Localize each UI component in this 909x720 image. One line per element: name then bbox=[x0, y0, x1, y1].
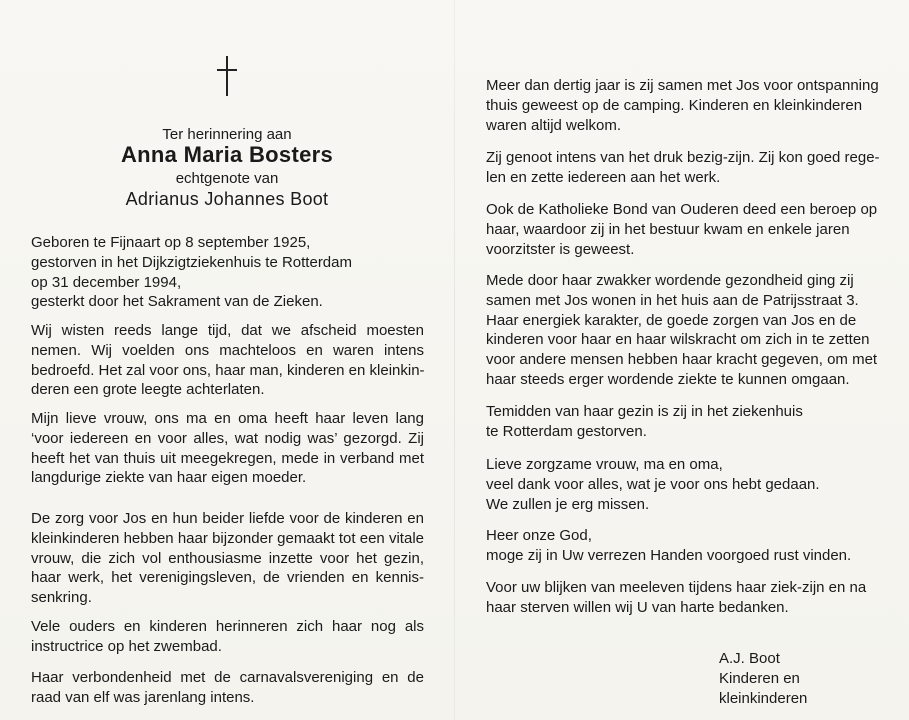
paragraph bbox=[486, 526, 852, 566]
deceased-name: Anna Maria Bosters bbox=[120, 142, 333, 167]
text-line: waren altijd welkom. bbox=[486, 116, 622, 134]
signature-block bbox=[719, 649, 807, 709]
text-line: bedroefd. Het zal voor ons, haar man, kinderen en kleinkin- bbox=[31, 361, 425, 379]
birth-death-paragraph bbox=[31, 233, 424, 312]
text-line: haar, waardoor zij in het bestuur kwam en enkele jaren bbox=[486, 220, 850, 238]
text-line: Wij wisten reeds lange tijd, dat we afscheid moesten bbox=[31, 322, 424, 339]
paragraph bbox=[486, 402, 847, 442]
intro-text: Ter herinnering aan bbox=[162, 126, 292, 143]
text-line: deren een grote leegte achterlaten. bbox=[31, 381, 265, 399]
text-line: De zorg voor Jos en hun beider liefde voor de kinderen en bbox=[31, 510, 424, 527]
paragraph bbox=[486, 578, 867, 618]
text-line: haar sterven willen wij U van harte bedanken. bbox=[486, 598, 789, 616]
text-line: Haar verbondenheid met de carnavalsvereniging en de bbox=[31, 669, 424, 686]
text-line: Geboren te Fijnaart op 8 september 1925, bbox=[31, 234, 311, 251]
spouse-relation: echtgenote van bbox=[175, 170, 279, 187]
text-line: kleinkinderen hebben haar bijzonder gemaakt tot een vitale bbox=[31, 529, 424, 547]
text-line: kinderen voor haar en haar wilskracht om zich in te zetten bbox=[486, 331, 870, 349]
text-line: vrouw, die zich vol enthousiasme inzette voor het gezin, bbox=[31, 549, 424, 567]
text-line: ‘voor iedereen en voor alles, wat nodig was’ gezorgd. Zij bbox=[31, 429, 424, 447]
text-line: senkring. bbox=[31, 589, 92, 607]
text-line: Temidden van haar gezin is zij in het ziekenhuis bbox=[486, 403, 803, 420]
paragraph bbox=[486, 271, 878, 390]
text-line: instructrice op het zwembad. bbox=[31, 637, 222, 655]
text-line: haar werk, het verenigingsleven, de vrienden en kennis- bbox=[31, 569, 424, 587]
text-line: Mijn lieve vrouw, ons ma en oma heeft haar leven lang bbox=[31, 410, 424, 427]
text-line: Lieve zorgzame vrouw, ma en oma, bbox=[486, 456, 723, 473]
text-line: Zij genoot intens van het druk bezig-zijn. Zij kon goed rege- bbox=[486, 149, 880, 166]
text-line: Meer dan dertig jaar is zij samen met Jos voor ontspanning bbox=[486, 77, 879, 94]
text-line: te Rotterdam gestorven. bbox=[486, 422, 647, 440]
text-line: nemen. Wij voelden ons machteloos en waren intens bbox=[31, 341, 424, 359]
text-line: Voor uw blijken van meeleven tijdens haar ziek-zijn en na bbox=[486, 579, 867, 596]
text-line: voorzitster is geweest. bbox=[486, 240, 635, 258]
fold-line bbox=[454, 0, 455, 720]
paragraph bbox=[31, 617, 424, 657]
text-line: samen met Jos wonen in het huis aan de Patrijsstraat 3. bbox=[486, 291, 859, 309]
paragraph bbox=[31, 668, 424, 708]
text-line: Mede door haar zwakker wordende gezondheid ging zij bbox=[486, 272, 854, 289]
text-line: thuis geweest op de camping. Kinderen en kleinkinderen bbox=[486, 96, 863, 114]
paragraph bbox=[486, 455, 847, 514]
paragraph bbox=[31, 509, 424, 608]
text-line: gestorven in het Dijkzigtziekenhuis te Rotterdam bbox=[31, 253, 352, 271]
signature-line: A.J. Boot bbox=[719, 650, 780, 667]
paragraph bbox=[31, 321, 424, 400]
text-line: We zullen je erg missen. bbox=[486, 495, 650, 513]
text-line: len en zette iedereen aan het werk. bbox=[486, 168, 721, 186]
signature-line: kleinkinderen bbox=[719, 690, 808, 707]
signature-line: Kinderen en bbox=[719, 670, 800, 687]
text-line: moge zij in Uw verrezen Handen voorgoed rust vinden. bbox=[486, 546, 852, 564]
cross-icon bbox=[217, 56, 237, 96]
paragraph bbox=[486, 200, 878, 259]
text-line: Ook de Katholieke Bond van Ouderen deed een beroep op bbox=[486, 201, 878, 218]
paragraph bbox=[31, 409, 424, 488]
spouse-name: Adrianus Johannes Boot bbox=[125, 189, 329, 209]
text-line: gesterkt door het Sakrament van de Zieken. bbox=[31, 293, 323, 311]
text-line: Vele ouders en kinderen herinneren zich haar nog als bbox=[31, 618, 424, 635]
text-line: veel dank voor alles, wat je voor ons hebt gedaan. bbox=[486, 475, 820, 493]
text-line: Heer onze God, bbox=[486, 527, 592, 544]
text-line: heeft het van thuis uit meegekregen, mede in verband met bbox=[31, 449, 424, 467]
paragraph bbox=[486, 76, 879, 135]
text-line: Haar energiek karakter, de goede zorgen van Jos en de bbox=[486, 311, 857, 329]
text-line: voor andere mensen hebben haar kracht gegeven, om met bbox=[486, 351, 878, 369]
paragraph bbox=[486, 148, 880, 188]
text-line: raad van elf was jarenlang intens. bbox=[31, 688, 255, 706]
text-line: haar steeds erger wordende ziekte te kunnen omgaan. bbox=[486, 370, 850, 388]
text-line: op 31 december 1994, bbox=[31, 273, 182, 291]
text-line: langdurige ziekte van haar eigen moeder. bbox=[31, 469, 307, 487]
